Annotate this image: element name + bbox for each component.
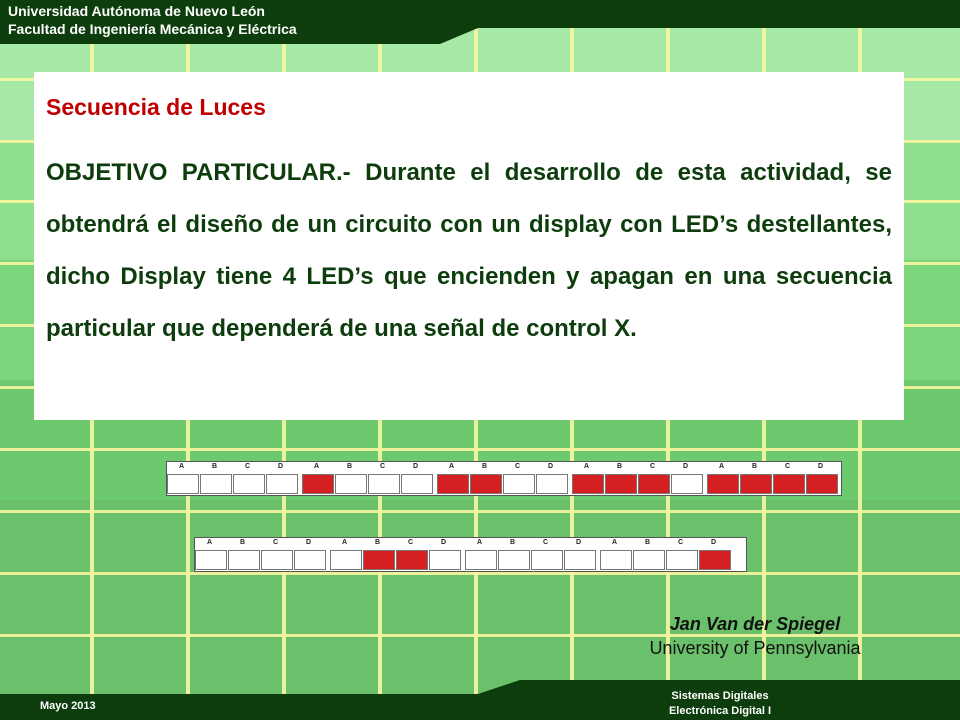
led-off <box>195 550 227 570</box>
university-name: Universidad Autónoma de Nuevo León <box>8 3 265 19</box>
led-label: D <box>413 463 419 470</box>
course-subtitle: Electrónica Digital I <box>668 705 772 717</box>
led-off <box>167 474 199 494</box>
led-label: A <box>342 539 348 546</box>
led-on <box>437 474 469 494</box>
led-off <box>401 474 433 494</box>
led-frame <box>167 462 300 495</box>
author-block <box>590 612 920 660</box>
led-label: D <box>306 539 312 546</box>
footer-date: Mayo 2013 <box>40 700 96 712</box>
led-label: B <box>482 463 488 470</box>
led-off <box>564 550 596 570</box>
led-on <box>605 474 637 494</box>
led-label: A <box>207 539 213 546</box>
led-off <box>600 550 632 570</box>
led-off <box>666 550 698 570</box>
led-label: A <box>612 539 618 546</box>
led-label: B <box>617 463 623 470</box>
author-name: Jan Van der Spiegel <box>669 614 841 634</box>
led-off <box>228 550 260 570</box>
led-frame <box>437 462 570 495</box>
led-on <box>699 550 731 570</box>
led-label: D <box>818 463 824 470</box>
led-label: C <box>543 539 549 546</box>
author-affiliation: University of Pennsylvania <box>649 638 861 658</box>
footer-bar <box>0 680 960 720</box>
led-off <box>335 474 367 494</box>
led-off <box>503 474 535 494</box>
led-off <box>633 550 665 570</box>
led-label: C <box>245 463 251 470</box>
objective-text: OBJETIVO PARTICULAR.- Durante el desarrollo de esta actividad, se obtendrá el diseño de un circuito con un display con LED’s destellantes, dicho Display tiene 4 LED’s que encienden y apagan en una secuencia particular que dependerá de una señal de control X. <box>46 159 892 342</box>
led-label: B <box>240 539 246 546</box>
led-label: D <box>711 539 717 546</box>
led-off <box>294 550 326 570</box>
led-label: C <box>678 539 684 546</box>
led-label: D <box>683 463 689 470</box>
led-label: A <box>449 463 455 470</box>
led-on <box>773 474 805 494</box>
led-off <box>330 550 362 570</box>
led-frame <box>707 462 840 495</box>
led-off <box>368 474 400 494</box>
led-label: C <box>650 463 656 470</box>
led-label: B <box>645 539 651 546</box>
led-off <box>261 550 293 570</box>
led-label: A <box>179 463 185 470</box>
led-label: A <box>314 463 320 470</box>
led-off <box>498 550 530 570</box>
faculty-name: Facultad de Ingeniería Mecánica y Eléctrica <box>8 21 297 37</box>
led-on <box>302 474 334 494</box>
led-frame <box>572 462 705 495</box>
led-sequence-diagram-2 <box>194 537 747 572</box>
led-frame <box>330 538 463 571</box>
led-off <box>429 550 461 570</box>
led-label: D <box>441 539 447 546</box>
led-off <box>233 474 265 494</box>
led-label: C <box>408 539 414 546</box>
led-label: B <box>752 463 758 470</box>
led-on <box>363 550 395 570</box>
led-label: C <box>515 463 521 470</box>
led-label: C <box>273 539 279 546</box>
footer-course <box>620 689 820 719</box>
led-off <box>671 474 703 494</box>
led-on <box>740 474 772 494</box>
led-frame <box>600 538 733 571</box>
course-name: Sistemas Digitales <box>671 690 769 702</box>
led-frame <box>302 462 435 495</box>
led-label: D <box>576 539 582 546</box>
led-off <box>200 474 232 494</box>
slide-title: Secuencia de Luces <box>46 94 266 120</box>
led-on <box>396 550 428 570</box>
led-label: C <box>380 463 386 470</box>
led-on <box>470 474 502 494</box>
led-on <box>572 474 604 494</box>
led-frame <box>195 538 328 571</box>
led-label: A <box>584 463 590 470</box>
led-label: B <box>347 463 353 470</box>
led-label: C <box>785 463 791 470</box>
led-label: B <box>375 539 381 546</box>
led-off <box>266 474 298 494</box>
led-label: A <box>477 539 483 546</box>
led-label: D <box>548 463 554 470</box>
led-frame <box>465 538 598 571</box>
led-label: B <box>212 463 218 470</box>
header-bar <box>0 0 960 44</box>
led-sequence-diagram-1 <box>166 461 842 496</box>
led-on <box>638 474 670 494</box>
led-off <box>465 550 497 570</box>
led-off <box>536 474 568 494</box>
led-on <box>806 474 838 494</box>
led-on <box>707 474 739 494</box>
led-label: A <box>719 463 725 470</box>
content-card <box>34 72 904 420</box>
led-off <box>531 550 563 570</box>
led-label: B <box>510 539 516 546</box>
led-label: D <box>278 463 284 470</box>
